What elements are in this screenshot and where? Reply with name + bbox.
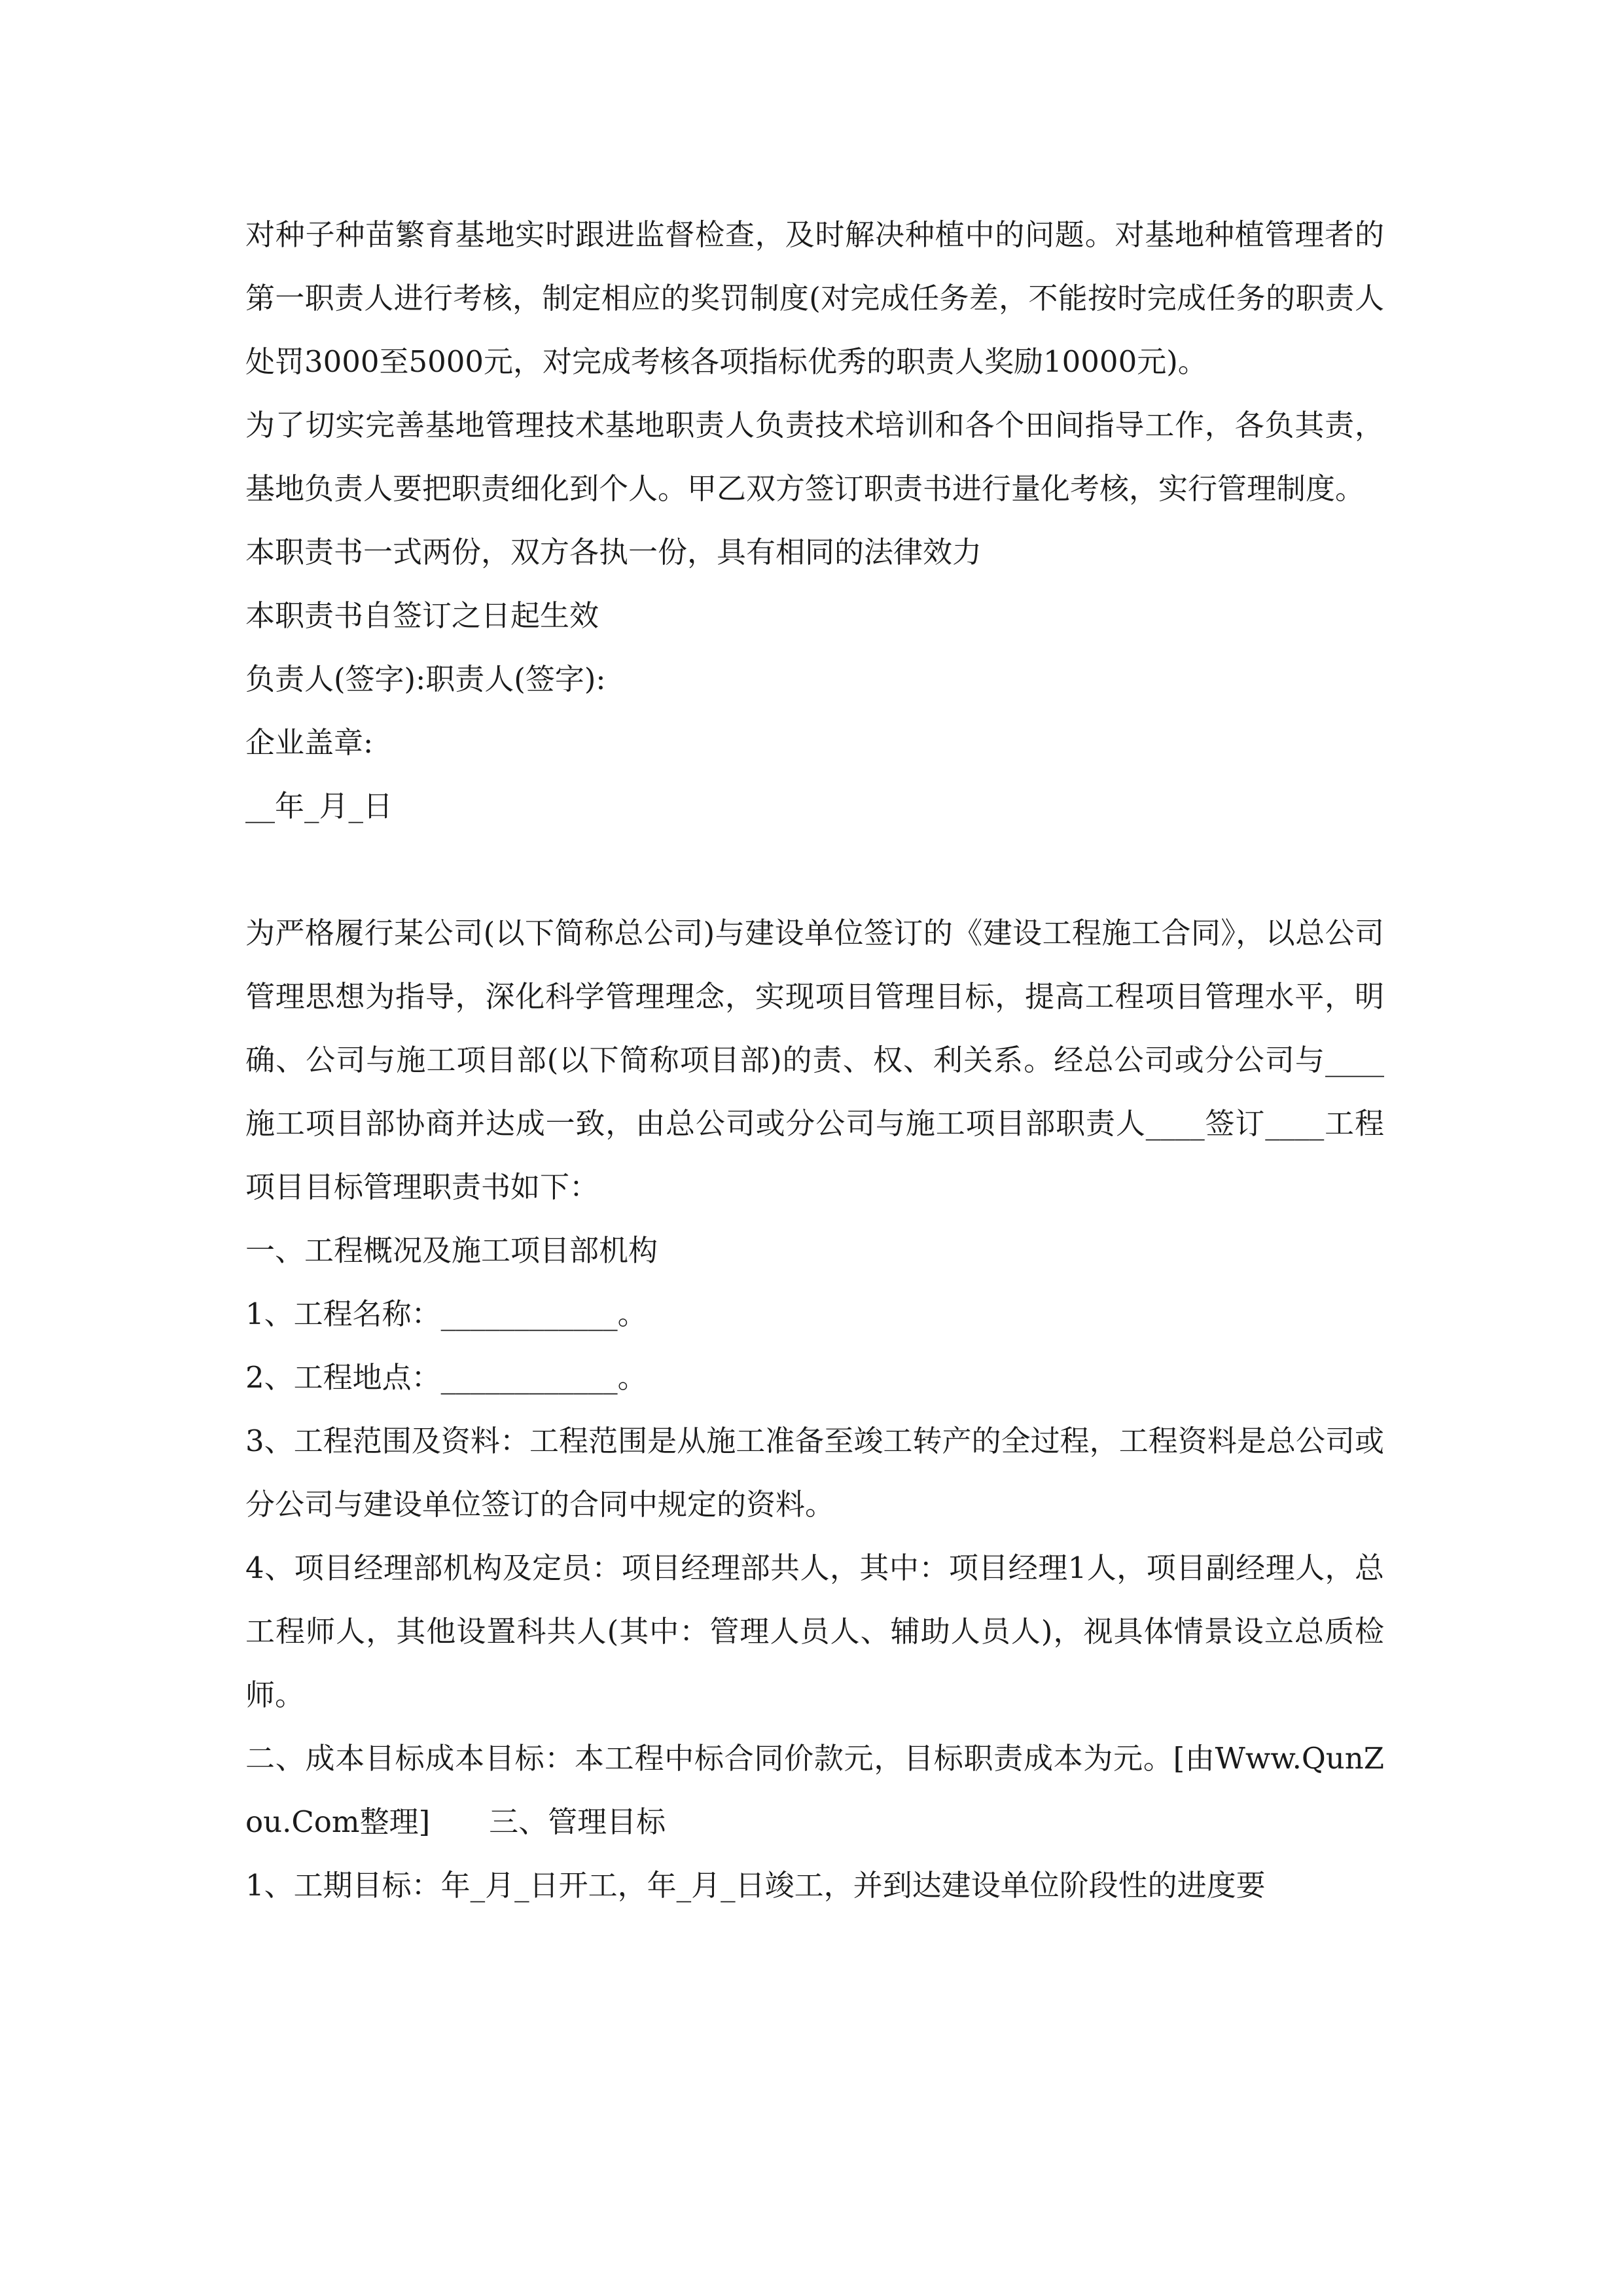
item-project-staffing: 4、项目经理部机构及定员：项目经理部共人，其中：项目经理1人，项目副经理人，总工程师人，其他设置科共人(其中：管理人员人、辅助人员人)，视具体情景设立总质检师。 xyxy=(245,1551,1384,1712)
paragraph-effective-date: 本职责书自签订之日起生效 xyxy=(245,598,599,633)
date-line: __年_月_日 xyxy=(245,789,393,823)
paragraph-quality-control: 对种子种苗繁育基地实时跟进监督检查，及时解决种植中的问题。对基地种植管理者的第一职责人进行考核，制定相应的奖罚制度(对完成任务差，不能按时完成任务的职责人处罚3000至5000元，对完成考核各项指标优秀的职责人奖励10000元)。 xyxy=(245,217,1384,379)
item-project-scope: 3、工程范围及资料：工程范围是从施工准备至竣工转产的全过程，工程资料是总公司或分公司与建设单位签订的合同中规定的资料。 xyxy=(245,1424,1384,1522)
paragraph-cost-target: 二、成本目标成本目标：本工程中标合同价款元，目标职责成本为元。[由Www.QunZou.Com整理] 三、管理目标 xyxy=(245,1741,1384,1839)
section-gap xyxy=(245,838,1384,901)
paragraph-copies: 本职责书一式两份，双方各执一份，具有相同的法律效力 xyxy=(245,535,982,569)
company-seal-line: 企业盖章: xyxy=(245,725,374,760)
item-project-location: 2、工程地点：____________。 xyxy=(245,1360,647,1395)
heading-project-overview: 一、工程概况及施工项目部机构 xyxy=(245,1233,658,1268)
item-schedule-target: 1、工期目标：年_月_日开工，年_月_日竣工，并到达建设单位阶段性的进度要 xyxy=(245,1868,1266,1903)
paragraph-base-management: 为了切实完善基地管理技术基地职责人负责技术培训和各个田间指导工作，各负其责，基地负责人要把职责细化到个人。甲乙双方签订职责书进行量化考核，实行管理制度。 xyxy=(245,408,1384,506)
item-project-name: 1、工程名称：____________。 xyxy=(245,1297,647,1331)
signature-line: 负责人(签字):职责人(签字): xyxy=(245,662,606,696)
paragraph-contract-intro: 为严格履行某公司(以下简称总公司)与建设单位签订的《建设工程施工合同》，以总公司管理思想为指导，深化科学管理理念，实现项目管理目标，提高工程项目管理水平，明确、公司与施工项目部(以下简称项目部)的责、权、利关系。经总公司或分公司与____施工项目部协商并达成一致，由总公司或分公司与施工项目部职责人____签订____工程项目目标管理职责书如下： xyxy=(245,916,1384,1204)
document-page xyxy=(245,203,1384,1917)
